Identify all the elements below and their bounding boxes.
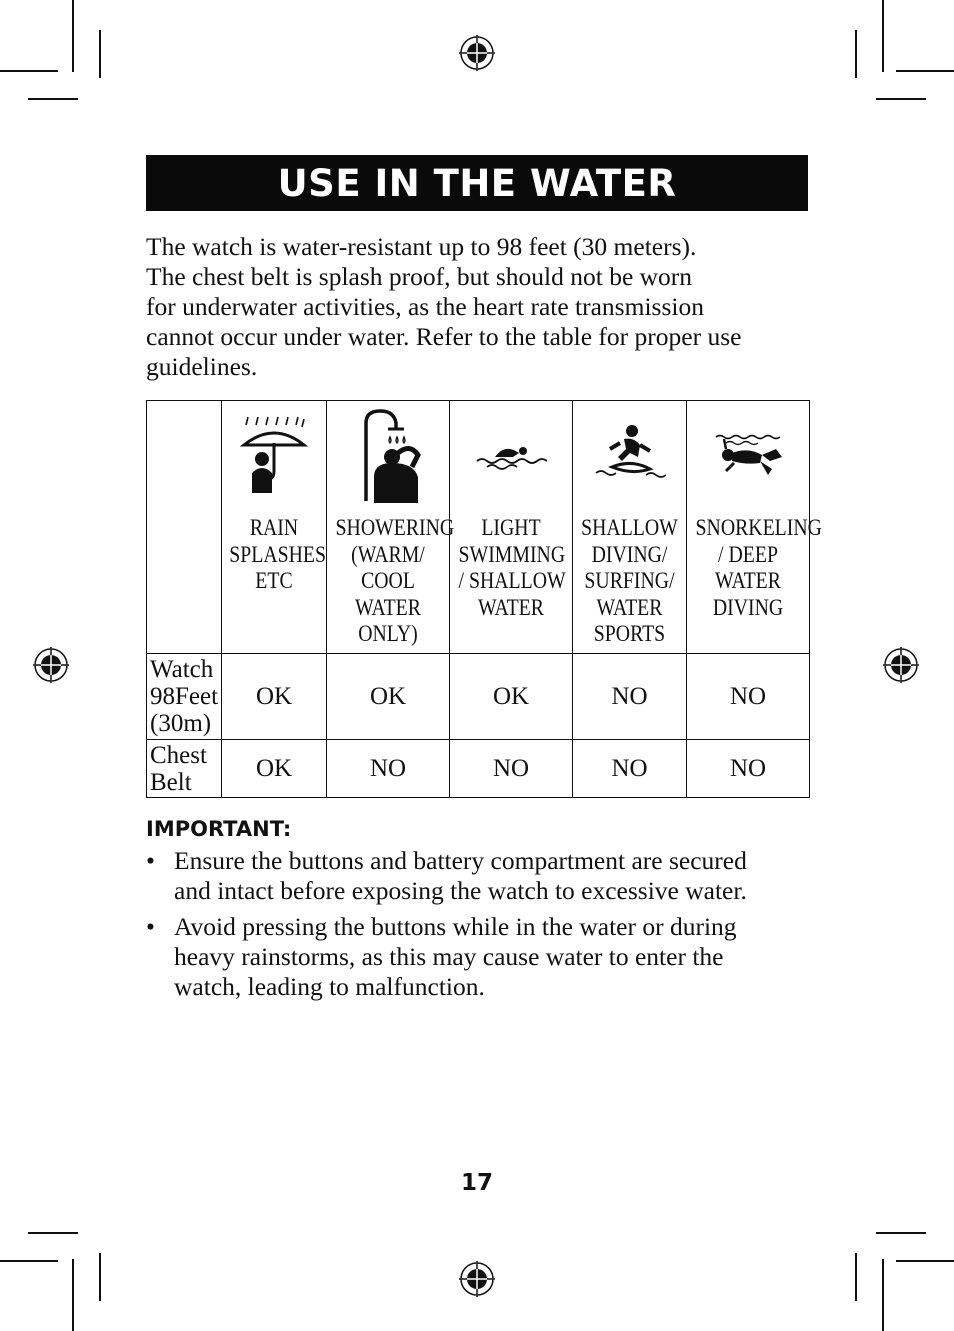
column-label-line: SNORKELING	[695, 515, 822, 540]
row-label-line: Watch	[150, 656, 214, 683]
crop-mark	[0, 70, 58, 72]
crop-mark	[28, 1232, 78, 1234]
column-label-line: SHOWERING	[335, 515, 455, 540]
table-cell: NO	[450, 740, 573, 798]
page-number: 17	[460, 1170, 493, 1196]
intro-line: cannot occur under water. Refer to the table for proper use	[146, 322, 742, 351]
row-label-line: (30m)	[150, 710, 212, 737]
important-list	[146, 846, 826, 1008]
row-label-line: 98Feet	[150, 683, 219, 710]
column-label-line: RAIN	[249, 515, 299, 540]
registration-mark-icon	[33, 647, 69, 683]
column-label-line: COOL	[361, 568, 415, 593]
list-item-line: Ensure the buttons and battery compartment are secured	[174, 846, 747, 875]
table-cell: OK	[327, 654, 450, 740]
list-item	[146, 846, 826, 906]
column-label-line: WATER	[715, 568, 781, 593]
column-header-snorkeling	[687, 401, 822, 654]
table-cell: NO	[327, 740, 450, 798]
crop-mark	[72, 0, 74, 72]
crop-mark	[855, 30, 857, 78]
shower-icon	[352, 407, 424, 503]
table-cell: NO	[687, 740, 810, 798]
snorkeler-icon	[712, 431, 784, 479]
registration-mark-icon	[459, 35, 495, 71]
intro-line: The watch is water-resistant up to 98 feet (30 meters).	[146, 232, 697, 261]
list-item-line: and intact before exposing the watch to excessive water.	[174, 876, 747, 905]
crop-mark	[99, 1253, 101, 1301]
table-cell: NO	[573, 740, 687, 798]
column-header-shower	[327, 401, 455, 654]
intro-paragraph	[146, 232, 808, 382]
column-label-line: WATER	[596, 594, 663, 620]
bullet-icon: •	[146, 912, 155, 941]
row-label-watch	[147, 654, 222, 740]
swimmer-icon	[475, 435, 547, 475]
list-item	[146, 912, 826, 1002]
intro-line: The chest belt is splash proof, but should not be worn	[146, 262, 693, 291]
list-item-line: heavy rainstorms, as this may cause water to enter the	[174, 942, 724, 971]
crop-mark	[876, 1232, 926, 1234]
table-cell: NO	[573, 654, 687, 740]
page-title: USE IN THE WATER	[146, 155, 808, 211]
crop-mark	[876, 98, 926, 100]
registration-mark-icon	[459, 1261, 495, 1297]
column-label-line: SPORTS	[593, 621, 666, 646]
column-label-line: WATER	[355, 594, 421, 620]
column-label-line: ONLY)	[358, 621, 418, 646]
column-label-line: SHALLOW	[581, 515, 678, 540]
crop-mark	[28, 98, 78, 100]
column-header-rain	[222, 401, 327, 654]
crop-mark	[0, 1260, 58, 1262]
surfer-icon	[594, 423, 666, 487]
column-label-line: (WARM/	[351, 541, 425, 567]
table-cell: OK	[222, 654, 327, 740]
water-use-table	[146, 400, 822, 798]
column-label-line: / SHALLOW	[458, 568, 566, 593]
table-cell: OK	[222, 740, 327, 798]
row-label-line: Chest	[150, 741, 207, 769]
table-corner-cell	[147, 401, 222, 654]
column-label-line: SWIMMING	[458, 541, 566, 567]
important-heading: IMPORTANT:	[146, 817, 292, 841]
crop-mark	[855, 1253, 857, 1301]
column-header-light-swimming	[450, 401, 573, 654]
column-label-line: SPLASHES	[229, 541, 327, 567]
crop-mark	[896, 1260, 954, 1262]
row-label-chest-belt	[147, 740, 222, 798]
column-label-line: DIVING/	[591, 541, 668, 567]
table-row-chest-belt	[147, 740, 810, 798]
column-label-line: / DEEP	[718, 541, 778, 567]
column-header-shallow-diving	[573, 401, 687, 654]
row-label-line: Belt	[150, 768, 192, 796]
crop-mark	[882, 0, 884, 72]
rain-umbrella-icon	[238, 415, 310, 495]
column-label-line: ETC	[255, 568, 293, 593]
list-item-line: watch, leading to malfunction.	[174, 972, 485, 1001]
bullet-icon: •	[146, 846, 155, 875]
column-label-line: WATER	[478, 594, 544, 620]
list-item-line: Avoid pressing the buttons while in the water or during	[174, 912, 737, 941]
intro-line: guidelines.	[146, 352, 258, 381]
intro-line: for underwater activities, as the heart rate transmission	[146, 292, 704, 321]
crop-mark	[99, 30, 101, 78]
registration-mark-icon	[883, 647, 919, 683]
column-label-line: SURFING/	[584, 568, 675, 593]
crop-mark	[72, 1259, 74, 1331]
crop-mark	[882, 1259, 884, 1331]
table-row-watch	[147, 654, 810, 740]
crop-mark	[896, 70, 954, 72]
column-label-line: DIVING	[712, 594, 784, 620]
table-cell: NO	[687, 654, 810, 740]
table-cell: OK	[450, 654, 573, 740]
table-header-row	[147, 401, 810, 654]
column-label-line: LIGHT	[481, 515, 541, 540]
